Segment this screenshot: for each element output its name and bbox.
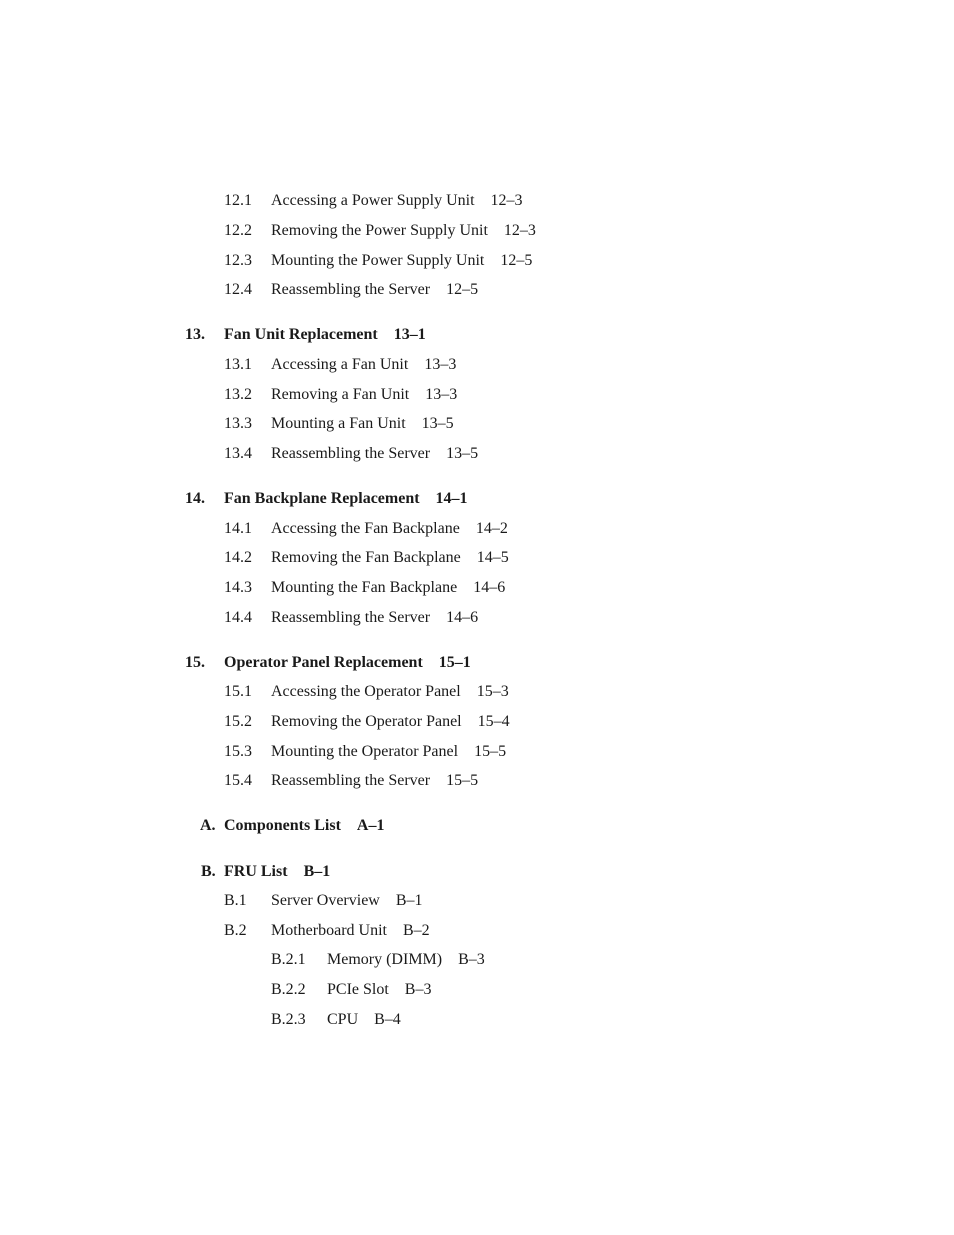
section-number: 15.2 bbox=[224, 713, 252, 730]
subsection-title: CPU bbox=[327, 1011, 359, 1028]
section-number: 12.3 bbox=[224, 252, 252, 269]
page-number: B–1 bbox=[303, 863, 331, 880]
section-number: 14.2 bbox=[224, 549, 252, 566]
page-number: 14–6 bbox=[473, 579, 506, 596]
section-title: Accessing the Fan Backplane bbox=[271, 520, 460, 537]
page-number: B–2 bbox=[402, 922, 430, 939]
page-number: 15–5 bbox=[474, 743, 507, 760]
page-number: 12–3 bbox=[490, 192, 523, 209]
appendix-letter: A. bbox=[200, 817, 216, 834]
section-number: 12.4 bbox=[224, 281, 252, 298]
section-number: 12.1 bbox=[224, 192, 252, 209]
chapter-title: Fan Unit Replacement bbox=[224, 326, 378, 343]
section-number: 13.2 bbox=[224, 386, 252, 403]
section-number: 12.2 bbox=[224, 222, 252, 239]
page-number: B–1 bbox=[395, 892, 423, 909]
section-number: 14.1 bbox=[224, 520, 252, 537]
section-number: B.2 bbox=[224, 922, 247, 939]
appendix-title: FRU List bbox=[224, 863, 288, 880]
page-number: 14–5 bbox=[476, 549, 509, 566]
section-title: Removing a Fan Unit bbox=[271, 386, 410, 403]
page-number: 15–5 bbox=[446, 772, 479, 789]
section-title: Reassembling the Server bbox=[271, 772, 431, 789]
section-number: B.1 bbox=[224, 892, 247, 909]
section-title: Mounting the Fan Backplane bbox=[271, 579, 458, 596]
section-number: 14.4 bbox=[224, 609, 252, 626]
section-number: 13.1 bbox=[224, 356, 252, 373]
section-title: Motherboard Unit bbox=[271, 922, 387, 939]
subsection-number: B.2.2 bbox=[271, 981, 306, 998]
page-number: 12–3 bbox=[503, 222, 536, 239]
section-number: 14.3 bbox=[224, 579, 252, 596]
subsection-number: B.2.3 bbox=[271, 1011, 306, 1028]
chapter-number: 13. bbox=[185, 326, 205, 343]
page-number: 15–4 bbox=[477, 713, 510, 730]
section-title: Reassembling the Server bbox=[271, 445, 431, 462]
section-title: Mounting the Operator Panel bbox=[271, 743, 459, 760]
section-title: Accessing a Fan Unit bbox=[271, 356, 409, 373]
page-number: B–3 bbox=[404, 981, 432, 998]
page-number: B–4 bbox=[374, 1011, 401, 1028]
page-number: 14–6 bbox=[446, 609, 479, 626]
section-title: Accessing a Power Supply Unit bbox=[271, 192, 475, 209]
section-number: 15.4 bbox=[224, 772, 252, 789]
section-title: Accessing the Operator Panel bbox=[271, 683, 461, 700]
page-number: 12–5 bbox=[500, 252, 533, 269]
page-number: 13–5 bbox=[446, 445, 479, 462]
section-number: 13.4 bbox=[224, 445, 252, 462]
page-number: 14–2 bbox=[475, 520, 508, 537]
page-number: 12–5 bbox=[446, 281, 479, 298]
page-number: 14–1 bbox=[435, 490, 468, 507]
page-number: 13–3 bbox=[425, 386, 458, 403]
section-title: Removing the Operator Panel bbox=[271, 713, 462, 730]
subsection-title: Memory (DIMM) bbox=[327, 951, 443, 968]
appendix-title: Components List bbox=[224, 817, 341, 834]
page-number: B–3 bbox=[458, 951, 485, 968]
page-number: 15–1 bbox=[438, 654, 471, 671]
chapter-number: 14. bbox=[185, 490, 205, 507]
section-title: Mounting a Fan Unit bbox=[271, 415, 406, 432]
chapter-number: 15. bbox=[185, 654, 205, 671]
chapter-title: Fan Backplane Replacement bbox=[224, 490, 420, 507]
section-title: Reassembling the Server bbox=[271, 281, 431, 298]
page-number: 15–3 bbox=[476, 683, 509, 700]
section-title: Server Overview bbox=[271, 892, 380, 909]
subsection-title: PCIe Slot bbox=[327, 981, 389, 998]
subsection-number: B.2.1 bbox=[271, 951, 306, 968]
section-title: Reassembling the Server bbox=[271, 609, 431, 626]
chapter-title: Operator Panel Replacement bbox=[224, 654, 423, 671]
page-number: 13–5 bbox=[421, 415, 454, 432]
page-number: A–1 bbox=[356, 817, 385, 834]
section-title: Removing the Power Supply Unit bbox=[271, 222, 488, 239]
section-number: 15.1 bbox=[224, 683, 252, 700]
page-number: 13–1 bbox=[393, 326, 426, 343]
page-number: 13–3 bbox=[424, 356, 457, 373]
section-number: 13.3 bbox=[224, 415, 252, 432]
section-number: 15.3 bbox=[224, 743, 252, 760]
section-title: Mounting the Power Supply Unit bbox=[271, 252, 485, 269]
appendix-letter: B. bbox=[201, 863, 216, 880]
section-title: Removing the Fan Backplane bbox=[271, 549, 461, 566]
